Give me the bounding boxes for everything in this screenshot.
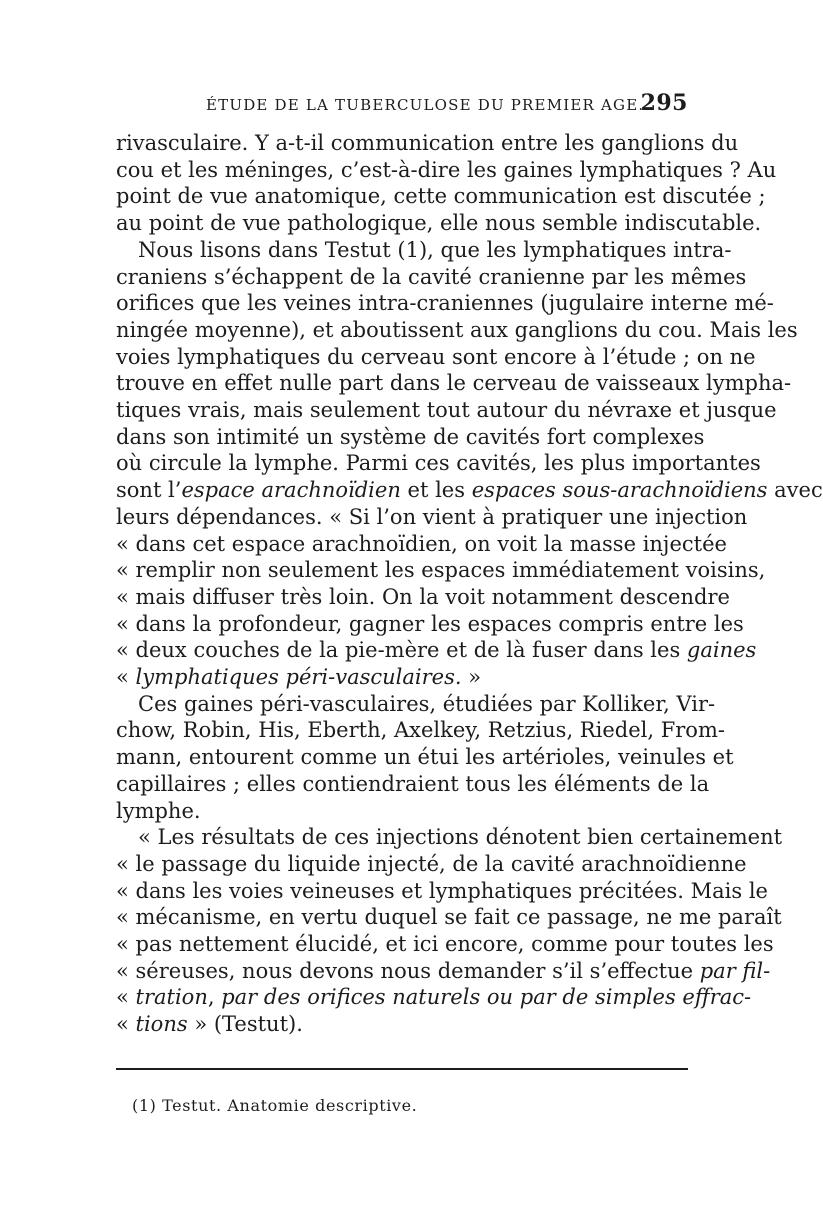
text-line: « tration, par des orifices naturels ou par de simples effrac- — [116, 985, 752, 1010]
text-line: « dans cet espace arachnoïdien, on voit la masse injectée — [116, 531, 727, 556]
text-line: point de vue anatomique, cette communication est discutée ; — [116, 184, 766, 209]
text-line: « le passage du liquide injecté, de la cavité arachnoïdienne — [116, 851, 747, 876]
text-line: ningée moyenne), et aboutissent aux ganglions du cou. Mais les — [116, 317, 798, 342]
footnote-divider — [116, 1068, 688, 1070]
text-line: « remplir non seulement les espaces immédiatement voisins, — [116, 558, 766, 583]
text-line: Ces gaines péri-vasculaires, étudiées par Kolliker, Vir- — [138, 691, 716, 716]
text-line: craniens s’échappent de la cavité cranienne par les mêmes — [116, 264, 747, 289]
text-line: « mais diffuser très loin. On la voit notamment descendre — [116, 584, 730, 609]
text-line: « dans les voies veineuses et lymphatiques précitées. Mais le — [116, 878, 768, 903]
text-line: Nous lisons dans Testut (1), que les lymphatiques intra- — [138, 237, 732, 262]
text-line: leurs dépendances. « Si l’on vient à pratiquer une injection — [116, 504, 748, 529]
text-line: orifices que les veines intra-craniennes (jugulaire interne mé- — [116, 291, 774, 316]
text-line: « deux couches de la pie-mère et de là fuser dans les gaines — [116, 638, 757, 663]
text-line: « pas nettement élucidé, et ici encore, comme pour toutes les — [116, 932, 774, 956]
text-line: « mécanisme, en vertu duquel se fait ce passage, ne me paraît — [116, 905, 782, 930]
text-line: « séreuses, nous devons nous demander s’il s’effectue par fil- — [116, 958, 771, 983]
text-line: tiques vrais, mais seulement tout autour du névraxe et jusque — [116, 398, 777, 422]
text-line: sont l’espace arachnoïdien et les espaces sous-arachnoïdiens avec — [116, 478, 823, 503]
text-line: dans son intimité un système de cavités fort complexes — [116, 424, 705, 449]
text-line: « dans la profondeur, gagner les espaces compris entre les — [116, 611, 744, 636]
page-number: 295 — [640, 90, 688, 116]
text-line: capillaires ; elles contiendraient tous les éléments de la — [116, 771, 710, 796]
text-line: au point de vue pathologique, elle nous semble indiscutable. — [116, 211, 762, 236]
text-line: mann, entourent comme un étui les artérioles, veinules et — [116, 745, 734, 770]
page-header — [116, 90, 688, 120]
footnote: (1) Testut. Anatomie descriptive. — [132, 1096, 418, 1115]
text-line: voies lymphatiques du cerveau sont encore à l’étude ; on ne — [116, 344, 756, 369]
text-line: rivasculaire. Y a-t-il communication entre les ganglions du — [116, 131, 739, 155]
text-line: « tions » (Testut). — [116, 1012, 303, 1037]
text-line: trouve en effet nulle part dans le cerveau de vaisseaux lympha- — [116, 371, 792, 396]
text-line: « lymphatiques péri-vasculaires. » — [116, 665, 482, 689]
text-line: lymphe. — [116, 798, 201, 823]
text-line: « Les résultats de ces injections dénotent bien certainement — [138, 825, 783, 850]
running-head: ÉTUDE DE LA TUBERCULOSE DU PREMIER AGE. — [206, 96, 645, 114]
text-line: où circule la lymphe. Parmi ces cavités, les plus importantes — [116, 451, 761, 476]
text-line: chow, Robin, His, Eberth, Axelkey, Retzius, Riedel, From- — [116, 718, 725, 743]
text-line: cou et les méninges, c’est-à-dire les gaines lymphatiques ? Au — [116, 157, 777, 182]
